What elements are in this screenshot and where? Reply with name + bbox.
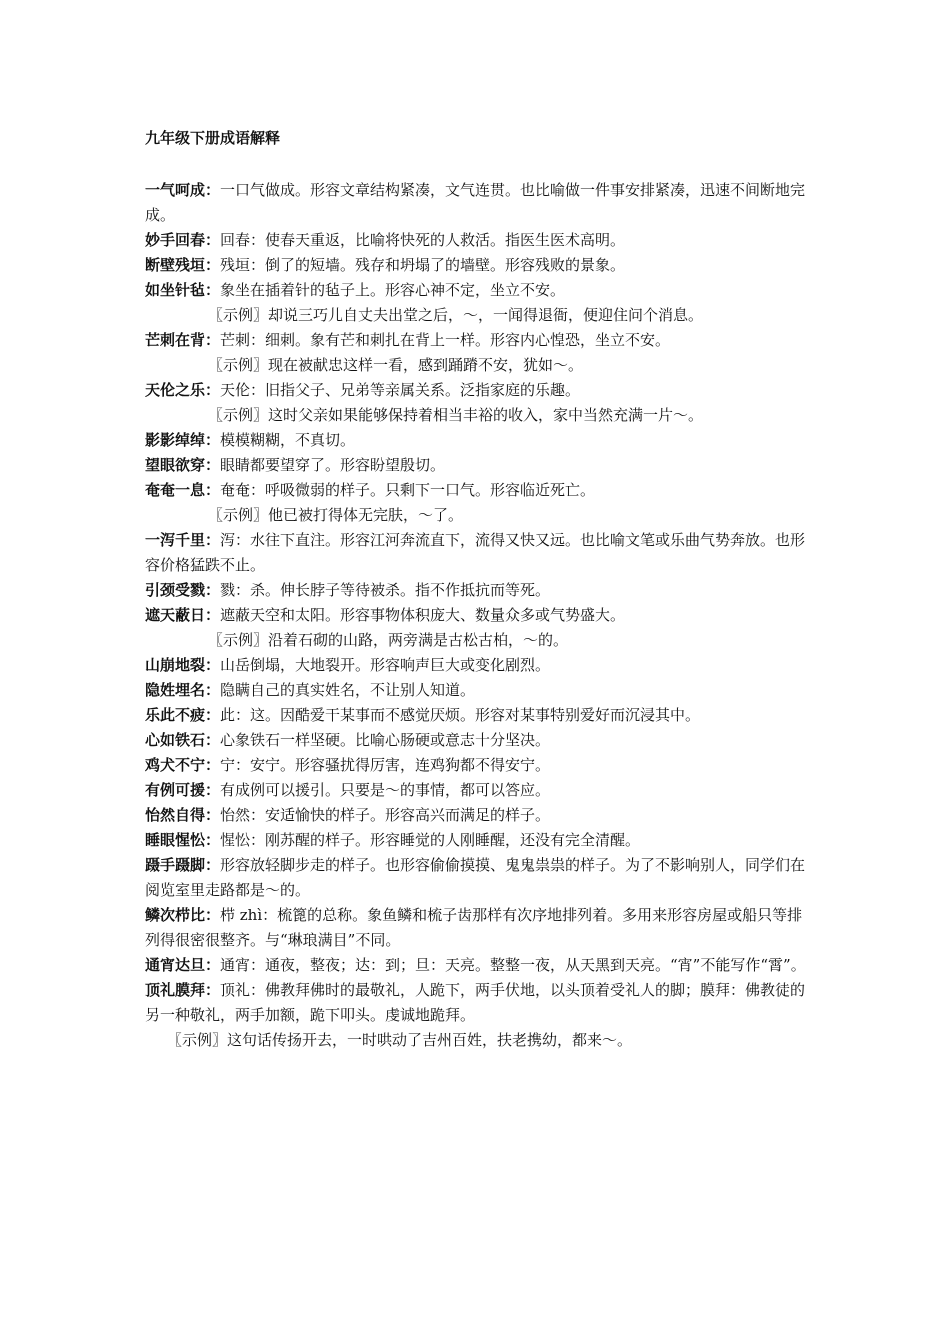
idiom-definition: 通宵：通夜，整夜；达：到；旦：天亮。整整一夜，从天黑到天亮。“宵”不能写作“霄”。 bbox=[220, 956, 806, 974]
idiom-entry bbox=[145, 328, 810, 353]
idiom-definition: 宁：安宁。形容骚扰得厉害，连鸡狗都不得安宁。 bbox=[220, 756, 551, 774]
idiom-term: 一气呵成： bbox=[145, 181, 221, 199]
idiom-term: 奄奄一息： bbox=[145, 481, 221, 499]
idiom-term: 引颈受戮： bbox=[145, 581, 221, 599]
idiom-definition: 泻：水往下直注。形容江河奔流直下，流得又快又远。也比喻文笔或乐曲气势奔放。也形容价格猛跌不止。 bbox=[145, 531, 806, 574]
idiom-term: 通宵达旦： bbox=[145, 956, 221, 974]
idiom-term: 隐姓埋名： bbox=[145, 681, 221, 699]
idiom-definition: 隐瞒自己的真实姓名，不让别人知道。 bbox=[220, 681, 476, 699]
idiom-definition: 此：这。因酷爱干某事而不感觉厌烦。形容对某事特别爱好而沉浸其中。 bbox=[220, 706, 701, 724]
idiom-definition: 一口气做成。形容文章结构紧凑，文气连贯。也比喻做一件事安排紧凑，迅速不间断地完成。 bbox=[145, 181, 806, 224]
idiom-entry bbox=[145, 953, 810, 978]
idiom-definition: 奄奄：呼吸微弱的样子。只剩下一口气。形容临近死亡。 bbox=[220, 481, 596, 499]
idiom-example: 〖示例〗却说三巧儿自丈夫出堂之后，～，一闻得退衙，便迎住问个消息。 bbox=[208, 306, 704, 324]
document-page bbox=[145, 126, 810, 1053]
idiom-definition: 心象铁石一样坚硬。比喻心肠硬或意志十分坚决。 bbox=[220, 731, 551, 749]
idiom-term: 山崩地裂： bbox=[145, 656, 221, 674]
idiom-term: 睡眼惺忪： bbox=[145, 831, 221, 849]
idiom-entry bbox=[145, 278, 810, 303]
idiom-definition: 眼睛都要望穿了。形容盼望殷切。 bbox=[220, 456, 446, 474]
idiom-example: 〖示例〗现在被献忠这样一看，感到踊蹐不安，犹如～。 bbox=[208, 356, 584, 374]
idiom-term: 如坐针毡： bbox=[145, 281, 221, 299]
idiom-term: 怡然自得： bbox=[145, 806, 221, 824]
idiom-definition: 芒刺：细刺。象有芒和刺扎在背上一样。形容内心惶恐，坐立不安。 bbox=[220, 331, 671, 349]
idiom-entry bbox=[145, 853, 810, 903]
idiom-entry bbox=[145, 703, 810, 728]
idiom-example: 〖示例〗这时父亲如果能够保持着相当丰裕的收入，家中当然充满一片～。 bbox=[208, 406, 704, 424]
idiom-example: 〖示例〗沿着石砌的山路，两旁满是古松古柏，～的。 bbox=[208, 631, 569, 649]
idiom-term: 断壁残垣： bbox=[145, 256, 221, 274]
idiom-definition: 回春：使春天重返，比喻将快死的人救活。指医生医术高明。 bbox=[220, 231, 626, 249]
idiom-entry bbox=[145, 228, 810, 253]
idiom-term: 鸡犬不宁： bbox=[145, 756, 221, 774]
idiom-entry bbox=[145, 253, 810, 278]
idiom-entry bbox=[145, 803, 810, 828]
idiom-term: 蹑手蹑脚： bbox=[145, 856, 221, 874]
idiom-definition: 模模糊糊，不真切。 bbox=[220, 431, 356, 449]
idiom-entry bbox=[145, 428, 810, 453]
idiom-entry bbox=[145, 678, 810, 703]
idiom-entry bbox=[145, 778, 810, 803]
idiom-entry bbox=[145, 828, 810, 853]
idiom-list bbox=[145, 178, 810, 1053]
idiom-definition: 象坐在插着针的毡子上。形容心神不定，坐立不安。 bbox=[220, 281, 566, 299]
idiom-term: 顶礼膜拜： bbox=[145, 981, 221, 999]
idiom-term: 影影绰绰： bbox=[145, 431, 221, 449]
idiom-definition: 怡然：安适愉快的样子。形容高兴而满足的样子。 bbox=[220, 806, 551, 824]
idiom-entry bbox=[145, 978, 810, 1028]
idiom-definition: 天伦：旧指父子、兄弟等亲属关系。泛指家庭的乐趣。 bbox=[220, 381, 581, 399]
idiom-entry bbox=[145, 528, 810, 578]
idiom-term: 乐此不疲： bbox=[145, 706, 221, 724]
idiom-definition: 残垣：倒了的短墙。残存和坍塌了的墙壁。形容残败的景象。 bbox=[220, 256, 626, 274]
idiom-term: 妙手回春： bbox=[145, 231, 221, 249]
idiom-term: 遮天蔽日： bbox=[145, 606, 221, 624]
idiom-term: 望眼欲穿： bbox=[145, 456, 221, 474]
idiom-entry bbox=[145, 603, 810, 628]
idiom-example: 〖示例〗他已被打得体无完肤，～了。 bbox=[208, 506, 464, 524]
idiom-definition: 惺忪：刚苏醒的样子。形容睡觉的人刚睡醒，还没有完全清醒。 bbox=[220, 831, 641, 849]
idiom-definition: 有成例可以援引。只要是～的事情，都可以答应。 bbox=[220, 781, 551, 799]
idiom-definition: 形容放轻脚步走的样子。也形容偷偷摸摸、鬼鬼祟祟的样子。为了不影响别人，同学们在阅览室里走路都是～的。 bbox=[145, 856, 806, 899]
idiom-term: 心如铁石： bbox=[145, 731, 221, 749]
idiom-term: 天伦之乐： bbox=[145, 381, 221, 399]
idiom-entry bbox=[145, 578, 810, 603]
idiom-entry bbox=[145, 753, 810, 778]
idiom-definition: 栉 zhì：梳篦的总称。象鱼鳞和梳子齿那样有次序地排列着。多用来形容房屋或船只等排列得很密很整齐。与“琳琅满目”不同。 bbox=[145, 906, 803, 949]
idiom-entry bbox=[145, 453, 810, 478]
idiom-entry bbox=[145, 653, 810, 678]
idiom-term: 有例可援： bbox=[145, 781, 221, 799]
idiom-entry bbox=[145, 903, 810, 953]
idiom-definition: 遮蔽天空和太阳。形容事物体积庞大、数量众多或气势盛大。 bbox=[220, 606, 626, 624]
idiom-term: 芒刺在背： bbox=[145, 331, 221, 349]
document-title: 九年级下册成语解释 bbox=[145, 129, 281, 147]
idiom-term: 一泻千里： bbox=[145, 531, 221, 549]
idiom-example: 〖示例〗这句话传扬开去，一时哄动了吉州百姓，扶老携幼，都来～。 bbox=[167, 1031, 633, 1049]
idiom-entry bbox=[145, 178, 810, 228]
idiom-definition: 顶礼：佛教拜佛时的最敬礼，人跪下，两手伏地，以头顶着受礼人的脚；膜拜：佛教徒的另一种敬礼，两手加额，跪下叩头。虔诚地跪拜。 bbox=[145, 981, 806, 1024]
idiom-term: 鳞次栉比： bbox=[145, 906, 221, 924]
idiom-entry bbox=[145, 478, 810, 503]
idiom-entry bbox=[145, 378, 810, 403]
idiom-definition: 山岳倒塌，大地裂开。形容响声巨大或变化剧烈。 bbox=[220, 656, 551, 674]
idiom-definition: 戮：杀。伸长脖子等待被杀。指不作抵抗而等死。 bbox=[220, 581, 551, 599]
idiom-entry bbox=[145, 728, 810, 753]
